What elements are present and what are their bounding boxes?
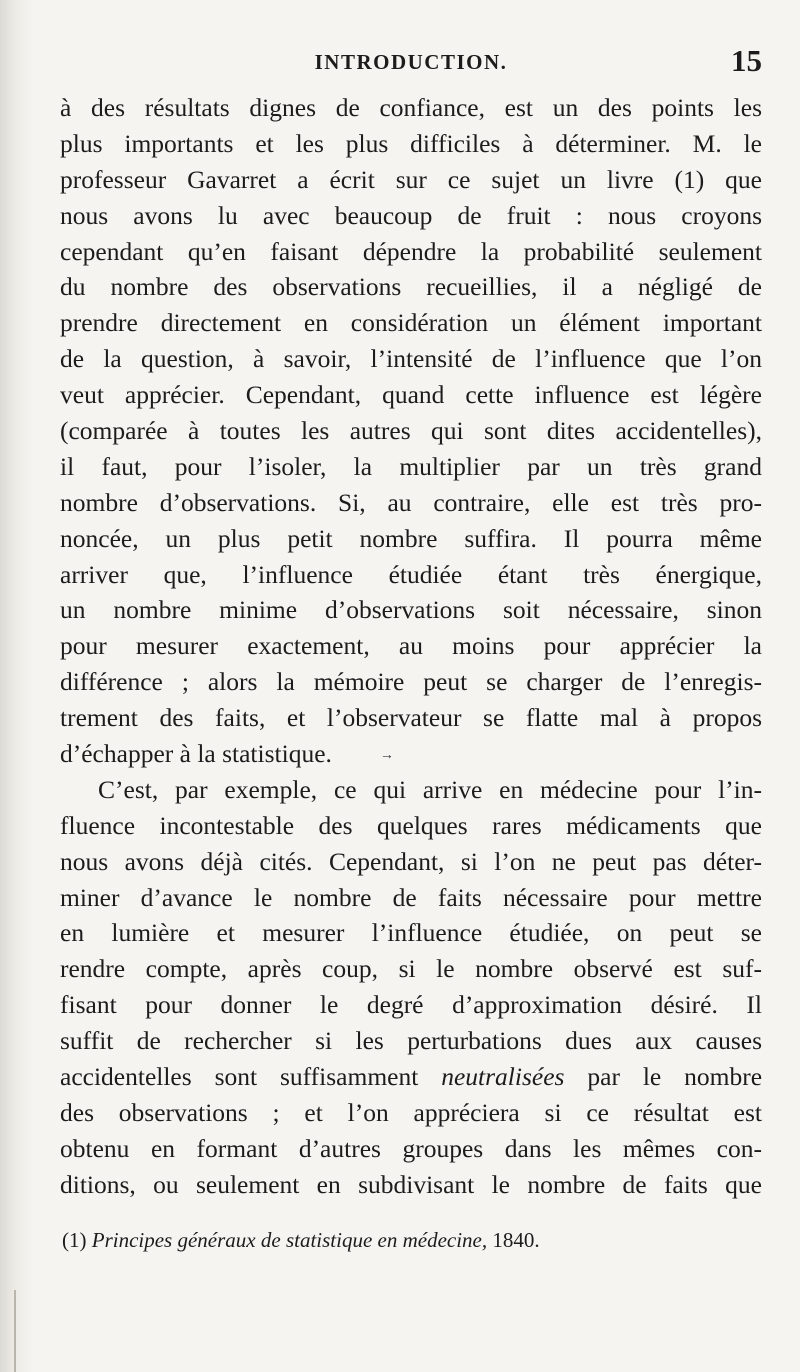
text-line: d’échapper à la statistique. (60, 739, 332, 769)
footnote-title: Principes généraux de statistique en médecine, (91, 1228, 488, 1252)
text-line: il faut, pour l’isoler, la multiplier par un très grand (60, 451, 762, 481)
text-segment: par le nombre (587, 1062, 763, 1092)
body-text (60, 90, 762, 1203)
text-line: fluence incontestable des quelques rares médicaments que (60, 810, 762, 840)
running-title: INTRODUCTION. (314, 50, 508, 74)
text-line: à des résultats dignes de confiance, est un des points les (60, 93, 762, 122)
footnote-year: 1840. (492, 1228, 540, 1252)
text-line: du nombre des observations recueillies, il a négligé de (60, 272, 762, 302)
italic-word: neutralisées (441, 1062, 565, 1092)
text-line-with-italic (60, 1059, 762, 1095)
footnote-marker: (1) (62, 1228, 87, 1252)
text-line: prendre directement en considération un élément important (60, 308, 762, 338)
text-line: miner d’avance le nombre de faits nécessaire pour mettre (60, 882, 762, 912)
text-line: trement des faits, et l’observateur se flatte mal à propos (60, 703, 762, 733)
text-line: nombre d’observations. Si, au contraire, elle est très pro- (60, 487, 762, 517)
text-segment: accidentelles sont suffisamment (60, 1062, 419, 1092)
text-line: arriver que, l’influence étudiée étant très énergique, (60, 559, 762, 589)
binding-edge-line (14, 1290, 16, 1372)
text-line: veut apprécier. Cependant, quand cette influence est légère (60, 380, 762, 410)
text-line: suffit de rechercher si les perturbations dues aux causes (60, 1026, 762, 1056)
text-line: un nombre minime d’observations soit nécessaire, sinon (60, 595, 762, 625)
text-line: plus importants et les plus difficiles à déterminer. M. le (60, 128, 762, 158)
paragraph-first-line: C’est, par exemple, ce qui arrive en médecine pour l’in- (98, 774, 762, 804)
text-line: (comparée à toutes les autres qui sont dites accidentelles), (60, 416, 762, 446)
footnote (62, 1228, 762, 1253)
text-line: différence ; alors la mémoire peut se charger de l’enregis- (60, 667, 762, 697)
paragraph-last-line (60, 736, 762, 772)
text-line: cependant qu’en faisant dépendre la probabilité seulement (60, 236, 762, 266)
text-line: professeur Gavarret a écrit sur ce sujet un livre (1) que (60, 164, 762, 194)
text-line: obtenu en formant d’autres groupes dans les mêmes con- (60, 1133, 762, 1163)
text-line: des observations ; et l’on appréciera si ce résultat est (60, 1097, 762, 1127)
text-line: ditions, ou seulement en subdivisant le nombre de faits que (60, 1169, 762, 1199)
text-line: pour mesurer exactement, au moins pour apprécier la (60, 631, 762, 661)
page-header (60, 40, 762, 80)
text-line: noncée, un plus petit nombre suffira. Il pourra même (60, 523, 762, 553)
stray-arrow-mark: → (379, 748, 394, 764)
text-line: en lumière et mesurer l’influence étudiée, on peut se (60, 918, 762, 948)
text-line: rendre compte, après coup, si le nombre observé est suf- (60, 954, 762, 984)
page-number: 15 (731, 43, 762, 78)
binding-gutter-shadow (0, 0, 34, 1372)
text-line: de la question, à savoir, l’intensité de l’influence que l’on (60, 344, 762, 374)
text-line: nous avons déjà cités. Cependant, si l’on ne peut pas déter- (60, 846, 762, 876)
text-line: fisant pour donner le degré d’approximation désiré. Il (60, 990, 762, 1020)
text-line: nous avons lu avec beaucoup de fruit : nous croyons (60, 200, 762, 230)
